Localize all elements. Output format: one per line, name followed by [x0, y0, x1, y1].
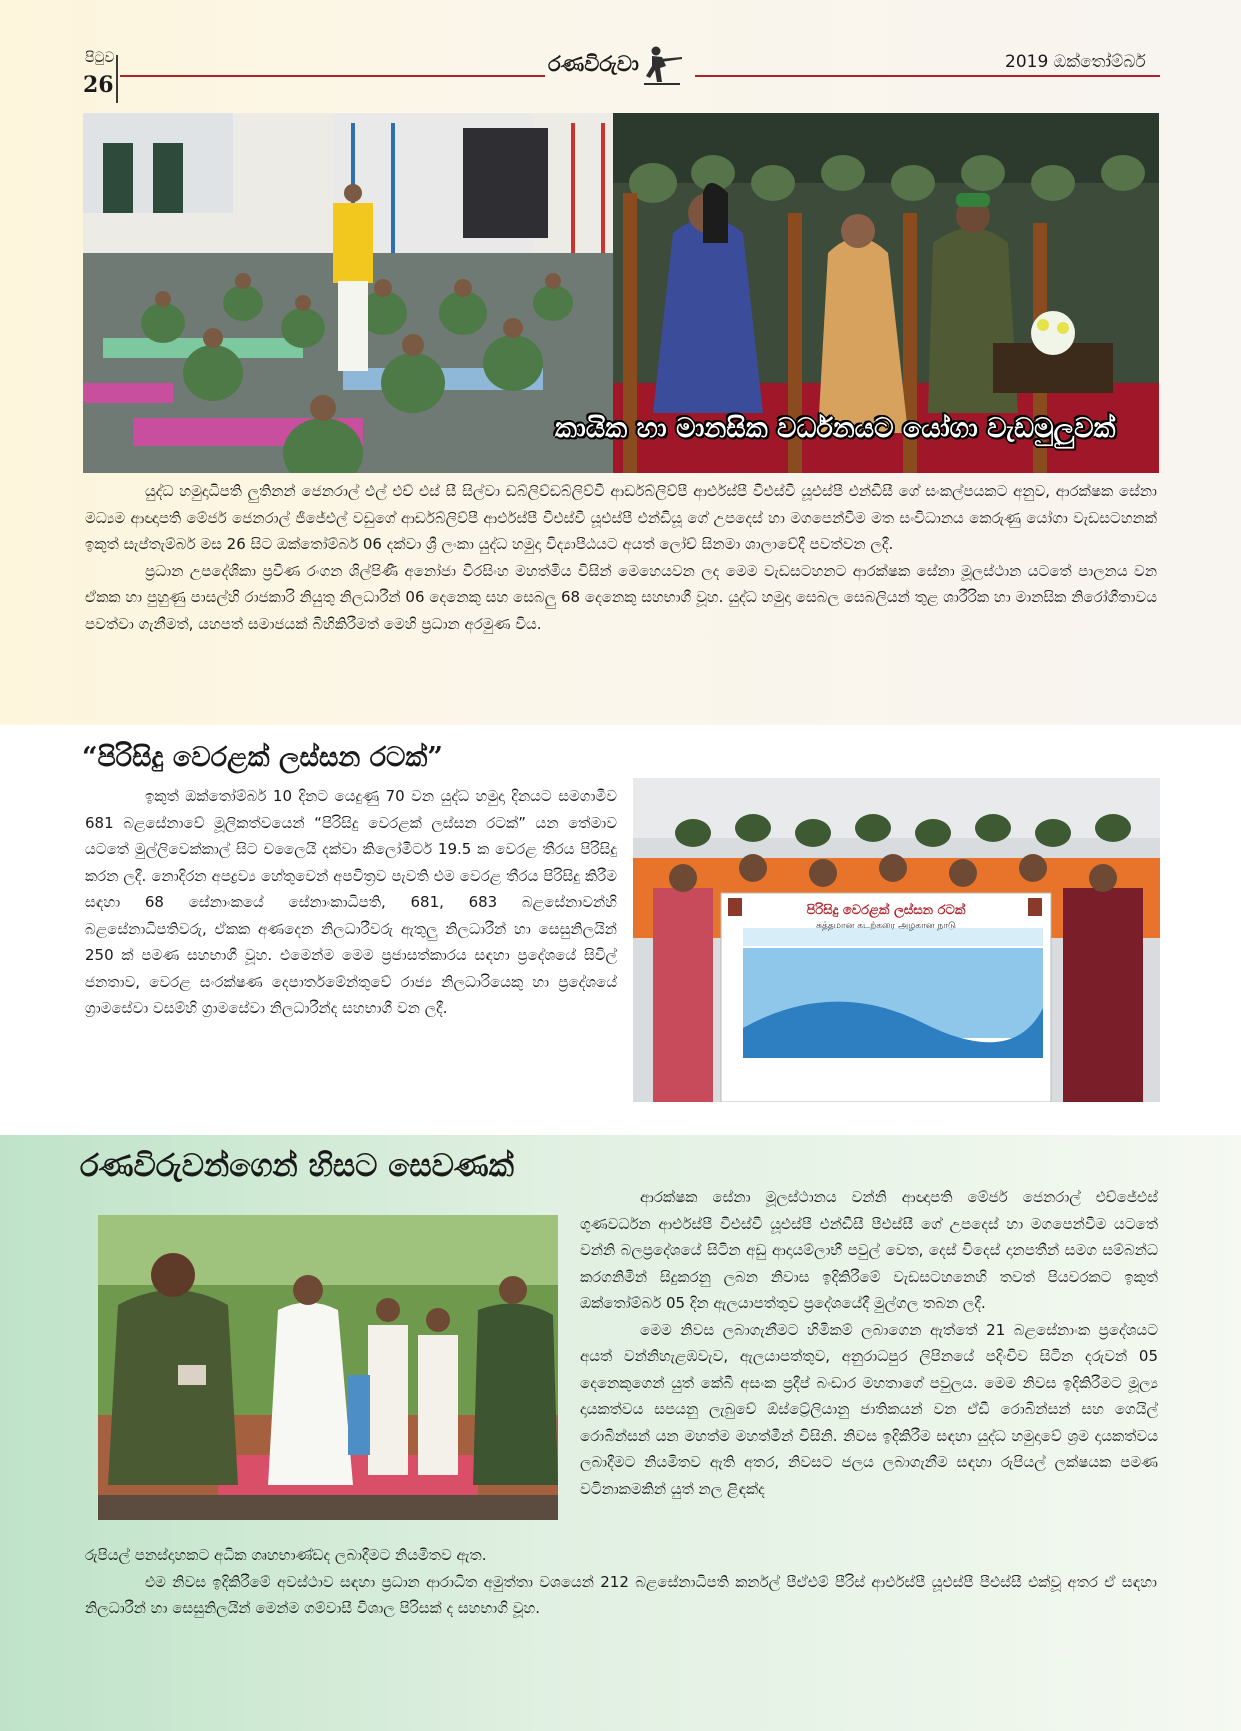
yoga-paragraph: ප්‍රධාන උපදේශිකා ප්‍රවීණ රංගන ශිල්පිණී අනෝජා වීරසිංහ මහත්මිය විසින් මෙහෙයවන ලද මෙම වැඩසටහනට ආරක්ෂක සේනා මූලස්ථාන යටතේ පාලනය වන ඒකක හා පුහුණු පාසල්හි රාජකාරි නියුතු නිලධාරීන් 06 දෙනෙකු සහ සෙබලු 68 දෙනෙකු සහභාගී වූහ. යුද්ධ හමුදා සෙබල සෙබලියන් තුළ ශාරීරික හා මානසික නිරෝගීතාවය පවත්වා ගැනීමත්, යහපත් සමාජයක් බිහිකිරීමත් මෙහි ප්‍රධාන අරමුණ විය.	[85, 561, 1157, 633]
house-paragraph: ආරක්ෂක සේනා මූලස්ථානය වන්නි ආඥාපති මේජර් ජෙනරාල් එච්ජේඑස් ගුණවර්ධන ආර්එස්පී වීඑස්වී යූඑස්පී එන්ඩීසී පීඑස්සී ගේ උපදෙස් හා මගපෙන්වීම යටතේ වන්නි බලප්‍රදේශයේ සිටින අඩු ආදායම්ලාභී පවුල් වෙත, දෙස් විදෙස් දානපතීන් සමග සම්බන්ධ කරගනිමින් සිදුකරනු ලබන නිවාස ඉදිකිරීමේ වැඩසටහනෙහි තවත් පියවරකට ඉකුත් ඔක්තෝම්බර් 05 දින ඇලයාපත්තුව ප්‍රදේශයේදී මුල්ගල තබන ලදී.	[580, 1188, 1158, 1312]
beach-paragraph: ඉකුත් ඔක්තෝම්බර් 10 දිනට යෙදුණු 70 වන යුද්ධ හමුදා දිනයට සමගාමීව 681 බළසේනාවේ මූලිකත්වයෙන් “පිරිසිදු වෙරළක් ලස්සන රටක්” යන තේමාව යටතේ මුල්ලිවෙක්කාල් සිට චලෛයි දක්වා කිලෝමීටර් 19.5 ක වෙරළ තීරය පිරිසිදු කරන ලදී. නොදිරන අපද්‍රව්‍ය හේතුවෙන් අපවිත්‍රව පැවති එම වෙරළ තීරය පිරිසිදු කිරීම සඳහා 68 සේනාංකයේ සේනාංකාධිපති, 681, 683 බළසේනාවන්හි බළසේනාධිපතිවරු, ඒකක අණදෙන නිලධාරීවරු ඇතුලු නිලධාරීන් හා සෙසුනිලයින් 250 ක් පමණ සහභාගී වූහ. එමෙන්ම මෙම ප්‍රජාසත්කාරය සඳහා ප්‍රදේශයේ සිවිල් ජනතාව, වෙරළ සංරක්ෂණ දෙපාර්තමේන්තුවේ රාජ්‍ය නිලධාරියෙකු හා ප්‍රදේශයේ ග්‍රාමසේවා වසම්හි ග්‍රාමසේවා නිලධාරීන්ද සහභාගී වන ලදී.	[85, 787, 617, 1017]
banner-title: පිරිසිදු වෙරළක් ලස්සන රටක්	[806, 903, 966, 918]
house-paragraph: එම නිවස ඉදිකිරීමේ අවස්ථාව සඳහා ප්‍රධාන ආරාධිත අමුත්තා වශයෙන් 212 බළසේනාධිපති කර්නල් පීඒඑම් පීරිස් ආර්එස්පී යූඑස්පී පීඑස්සී එක්වූ අතර ඒ සඳහා නිලධාරීන් හා සෙසුනිලයින් මෙන්ම ගම්වාසී විශාල පිරිසක් ද සහභාගි වූහ.	[85, 1572, 1157, 1617]
header-rule-left	[120, 75, 545, 77]
house-foundation-photo	[98, 1215, 558, 1520]
yoga-session-photo	[83, 113, 613, 473]
page-number: 26	[83, 72, 114, 98]
masthead-title: රණවිරුවා	[548, 52, 639, 76]
beach-cleanup-photo	[633, 778, 1160, 1102]
beach-article-body	[85, 783, 617, 1022]
issue-date: 2019 ඔක්තෝම්බර්	[1005, 52, 1146, 72]
beach-article-heading: “පිරිසිදු වෙරළක් ලස්සන රටක්”	[82, 742, 443, 773]
soldier-logo-icon	[640, 44, 685, 86]
header-rule-right	[695, 75, 1160, 77]
yoga-photo-caption: කායික හා මානසික වර්ධනයට යෝගා වැඩමුලුවක්	[555, 413, 1116, 444]
house-article-body-continued	[85, 1542, 1157, 1622]
header-divider	[116, 55, 118, 103]
page-label: පිටුව	[85, 50, 115, 66]
yoga-article-body	[85, 478, 1157, 637]
house-article-heading: රණවිරුවන්ගෙන් හිසට සෙවණක්	[80, 1148, 514, 1184]
house-article-body	[580, 1184, 1158, 1502]
yoga-paragraph: යුද්ධ හමුදාධිපති ලුතිනන් ජෙනරාල් එල් එච් එස් සී සිල්වා ඩබ්ලිව්ඩබ්ලිව්වී ආර්ඩබ්ලිව්පී ආර්එස්පී වීඑස්වී යූඑස්පී එන්ඩීසී ගේ සංකල්පයකට අනුව, ආරක්ෂක සේනා මධ්‍යම ආඥාපති මේජර් ජෙනරාල් ජීජේඑල් වඩුගේ ආර්ඩබ්ලිව්පී ආර්එස්පී වීඑස්වී යූඑස්පී එන්ඩියූ ගේ උපදෙස් හා මගපෙන්වීම මත සංවිධානය කෙරුණු යෝගා වැඩසටහනක් ඉකුත් සැප්තැම්බර් මස 26 සිට ඔක්තෝම්බර් 06 දක්වා ශ්‍රී ලංකා යුද්ධ හමුදා විද්‍යාපීඨයට අයත් ලෝච් සිනමා ශාලාවේදී පවත්වන ලදී.	[85, 482, 1157, 553]
house-paragraph: මෙම නිවස ලබාගැනීමට හිමිකම් ලබාගෙන ඇත්තේ 21 බළසේනාංක ප්‍රදේශයට අයත් වන්නිහැළඹවැව, ඇලයාපත්තුව, අනුරාධපුර ලිපිනයේ පදිංචිව සිටින දරුවන් 05 දෙනෙකුගෙන් යුත් කේබී අසංක ප්‍රදීප් බංඩාර මහතාගේ පවුලය. මෙම නිවස ඉදිකිරීමට මූල්‍ය දායකත්වය සපයනු ලැබුවේ ඕස්ට්‍රේලියානු ජාතිකයන් වන ඒඩී රොබින්සන් සහ ගෙයිල් රොබින්සන් යන මහත්ම මහත්මීන් විසිනි. නිවස ඉදිකිරීම සඳහා යුද්ධ හමුදාවේ ශ්‍රම දායකත්වය ලබාදීමට නියමිතව ඇති අතර, නිවසට ජලය ලබාගැනීම සඳහා රුපියල් ලක්ෂයක පමණ වටිනාකමකින් යුත් නල ළිඳක්ද	[580, 1320, 1158, 1498]
house-paragraph: රුපියල් පනස්දාහකට අධික ගෘහභාණ්ඩද ලබාදීමට නියමිතව ඇත.	[85, 1546, 487, 1564]
banner-subtitle: சுத்தமான கடற்கரை அழகான நாடு	[816, 921, 956, 931]
